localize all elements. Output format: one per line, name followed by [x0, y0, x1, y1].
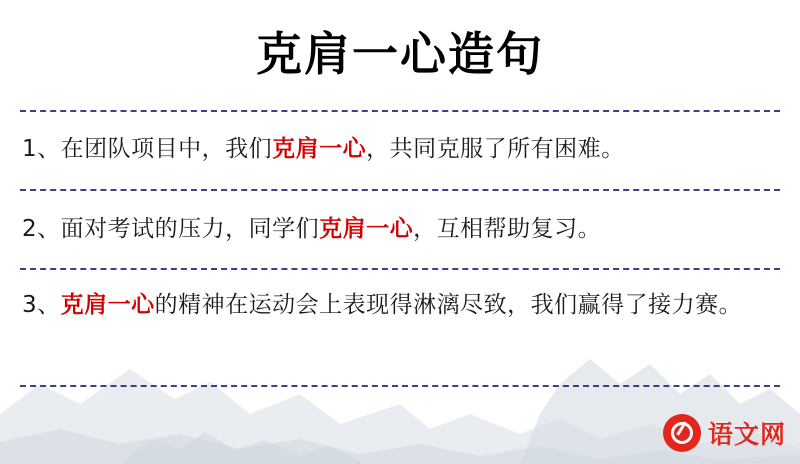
sentence-item-1	[22, 129, 778, 169]
page-title: 克肩一心造句	[256, 27, 544, 81]
divider-top	[20, 110, 780, 112]
sentence-text-after-2: ，互相帮助复习。	[413, 216, 602, 242]
sentence-number-1: 1、	[22, 136, 61, 162]
sentence-text-before-2: 面对考试的压力，同学们	[60, 216, 320, 242]
yin-yang-circle-icon	[663, 414, 701, 452]
divider-2	[20, 268, 780, 270]
sentence-item-3	[22, 285, 778, 325]
sentence-item-2	[22, 209, 778, 249]
keyword-highlight-2: 克肩一心	[319, 216, 414, 242]
divider-bottom	[20, 385, 780, 387]
sentence-text-after-3: 的精神在运动会上表现得淋漓尽致，我们赢得了接力赛。	[154, 292, 743, 318]
sentence-text-before-1: 在团队项目中，我们	[60, 136, 273, 162]
site-logo[interactable]	[663, 414, 786, 452]
sentence-text-after-1: ，共同克服了所有困难。	[366, 136, 625, 162]
sentence-number-2: 2、	[22, 216, 61, 242]
keyword-highlight-3: 克肩一心	[60, 292, 155, 318]
keyword-highlight-1: 克肩一心	[272, 136, 367, 162]
divider-1	[20, 189, 780, 191]
site-logo-text: 语文网	[707, 420, 786, 449]
sentence-number-3: 3、	[22, 292, 61, 318]
